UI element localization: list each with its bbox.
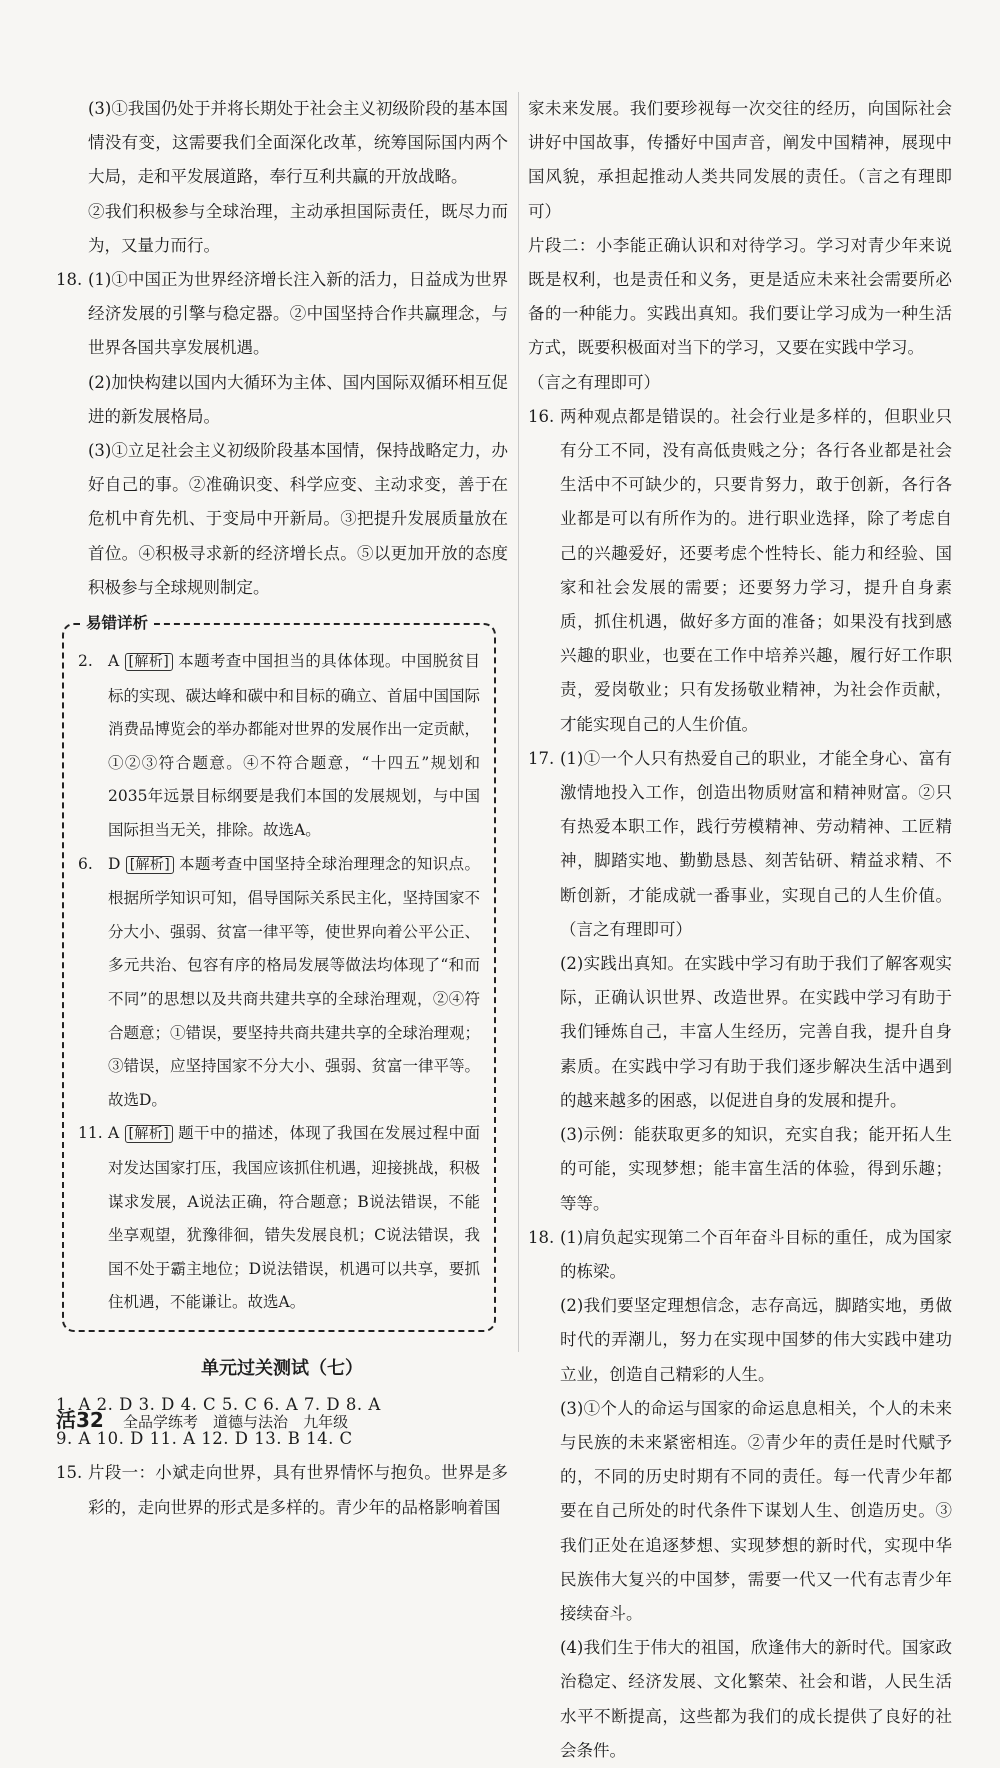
error-item — [78, 848, 480, 1118]
paragraph: (3)①个人的命运与国家的命运息息相关，个人的未来与民族的未来紧密相连。②青少年的责任是时代赋予的，不同的历史时期有不同的责任。每一代青少年都要在自己所处的时代条件下谋划人生、创造历史。③我们正处在追逐梦想、实现梦想的新时代，实现中华民族伟大复兴的中国梦，需要一代又一代有志青少年接续奋斗。 — [560, 1398, 952, 1623]
q16-answer — [528, 400, 952, 742]
q17-part3 — [56, 92, 508, 263]
paragraph — [108, 1117, 480, 1320]
right-column — [528, 92, 952, 1768]
q18-answer-unit7 — [528, 1221, 952, 1768]
paragraph: (3)①我国仍处于并将长期处于社会主义初级阶段的基本国情没有变，这需要我们全面深化改革，统筹国际国内两个大局，走和平发展道路，奉行互利共赢的开放战略。 — [88, 99, 508, 187]
analysis-text: 本题考查中国担当的具体体现。中国脱贫目标的实现、碳达峰和碳中和目标的确立、首届中国国际消费品博览会的举办都能对世界的发展作出一定贡献，①②③符合题意。④不符合题意，“十四五”规划和2035年远景目标纲要是我们本国的发展规划，与中国国际担当无关，排除。故选A。 — [108, 652, 481, 840]
analysis-text: 题干中的描述，体现了我国在发展过程中面对发达国家打压，我国应该抓住机遇，迎接挑战，积极谋求发展，A说法正确，符合题意；B说法错误，不能坐享观望，犹豫徘徊，错失发展良机；C说法错误，我国不处于霸主地位；D说法错误，机遇可以共享，要抓住机遇，不能谦让。故选A。 — [108, 1124, 481, 1312]
paragraph: (2)实践出真知。在实践中学习有助于我们了解客观实际，正确认识世界、改造世界。在实践中学习有助于我们锤炼自己，丰富人生经历，完善自我，提升自身素质。在实践中学习有助于我们逐步解决生活中遇到的越来越多的困惑，以促进自身的发展和提升。 — [560, 954, 952, 1110]
error-item — [78, 645, 480, 848]
paragraph: (1)①一个人只有热爱自己的职业，才能全身心、富有激情地投入工作，创造出物质财富和精神财富。②只有热爱本职工作，践行劳模精神、劳动精神、工匠精神，脚踏实地、勤勤恳恳、刻苦钻研、精益求精、不断创新，才能成就一番事业，实现自己的人生价值。（言之有理即可） — [560, 748, 952, 939]
question-number: 2. — [78, 652, 93, 671]
grade-name: 九年级 — [303, 1413, 349, 1431]
question-number: 17. — [528, 748, 555, 768]
paragraph: 两种观点都是错误的。社会行业是多样的，但职业只有分工不同，没有高低贵贱之分；各行各业都是社会生活中不可缺少的，只要肯努力，敢于创新，各行各业都是可以有所作为的。进行职业选择，除了考虑自己的兴趣爱好，还要考虑个性特长、能力和经验、国家和社会发展的需要；还要努力学习，提升自身素质，抓住机遇，做好多方面的准备；如果没有找到感兴趣的职业，也要在工作中培养兴趣，履行好工作职责，爱岗敬业；只有发扬敬业精神，为社会作贡献，才能实现自己的人生价值。 — [560, 406, 952, 734]
error-item — [78, 1117, 480, 1320]
page-footer — [56, 1404, 358, 1433]
series-name: 全品学练考 — [122, 1413, 198, 1431]
analysis-tag: [解析] — [125, 1125, 173, 1143]
mc-line: 9. A 10. D 11. A 12. D 13. B 14. C — [56, 1429, 353, 1449]
paragraph: (1)①中国正为世界经济增长注入新的活力，日益成为世界经济发展的引擎与稳定器。②中国坚持合作共赢理念，与世界各国共享发展机遇。 — [88, 270, 508, 358]
mc-line: 1. A 2. D 3. D 4. C 5. C 6. A 7. D 8. A — [56, 1394, 381, 1414]
question-number: 6. — [78, 854, 93, 873]
paragraph: (4)我们生于伟大的祖国，欣逢伟大的新时代。国家政治稳定、经济发展、文化繁荣、社会和谐，人民生活水平不断提高，这些都为我们的成长提供了良好的社会条件。 — [560, 1638, 952, 1760]
paragraph: ②我们积极参与全球治理，主动承担国际责任，既尽力而为，又量力而行。 — [88, 201, 508, 255]
question-number: 16. — [528, 406, 555, 426]
paragraph: (2)我们要坚定理想信念，志存高远，脚踏实地，勇做时代的弄潮儿，努力在实现中国梦的伟大实践中建功立业，创造自己精彩的人生。 — [560, 1296, 952, 1384]
paragraph: (1)肩负起实现第二个百年奋斗目标的重任，成为国家的栋梁。 — [560, 1227, 952, 1281]
q15-continued — [528, 92, 952, 400]
analysis-tag: [解析] — [126, 856, 174, 874]
question-number: 15. — [56, 1463, 83, 1483]
question-number: 18. — [56, 270, 83, 290]
paragraph: 片段二：小李能正确认识和对待学习。学习对青少年来说既是权利，也是责任和义务，更是适应未来社会需要所必备的一种能力。实践出真知。我们要让学习成为一种生活方式，既要积极面对当下的学习，又要在实践中学习。 — [528, 235, 952, 358]
paragraph — [108, 645, 480, 848]
q17-answer — [528, 742, 952, 1221]
column-divider — [518, 92, 519, 1352]
paragraph: （言之有理即可） — [528, 372, 660, 392]
question-number: 11. — [78, 1124, 103, 1143]
subject-name: 道德与法治 — [213, 1413, 289, 1431]
paragraph: (3)示例：能获取更多的知识，充实自我；能开拓人生的可能，实现梦想；能丰富生活的体验，得到乐趣；等等。 — [560, 1125, 952, 1213]
left-column — [56, 92, 508, 1525]
question-number: 18. — [528, 1227, 555, 1247]
analysis-text: 本题考查中国坚持全球治理理念的知识点。根据所学知识可知，倡导国际关系民主化，坚持国家不分大小、强弱、贫富一律平等，使世界向着公平公正、多元共治、包容有序的格局发展等做法均体现了“和而不同”的思想以及共商共建共享的全球治理观，②④符合题意；①错误，要坚持共商共建共享的全球治理观；③错误，应坚持国家不分大小、强弱、贫富一律平等。故选D。 — [108, 854, 481, 1109]
paragraph: 家未来发展。我们要珍视每一次交往的经历，向国际社会讲好中国故事，传播好中国声音，阐发中国精神，展现中国风貌，承担起推动人类共同发展的责任。（言之有理即可） — [528, 99, 952, 221]
q15-answer — [56, 1456, 508, 1524]
answer-letter: D — [108, 854, 121, 873]
paragraph: (3)①立足社会主义初级阶段基本国情，保持战略定力，办好自己的事。②准确识变、科学应变、主动求变，善于在危机中育先机、于变局中开新局。③把提升发展质量放在首位。④积极寻求新的经济增长点。⑤以更加开放的态度积极参与全球规则制定。 — [88, 441, 508, 597]
q18-answer — [56, 263, 508, 605]
paragraph — [108, 848, 480, 1118]
page-number: 活32 — [56, 1408, 104, 1432]
error-analysis-title: 易错详析 — [80, 611, 154, 633]
paragraph: (2)加快构建以国内大循环为主体、国内国际双循环相互促进的新发展格局。 — [88, 372, 508, 426]
answer-letter: A — [108, 652, 120, 671]
answer-letter: A — [108, 1124, 120, 1143]
paragraph: 片段一：小斌走向世界，具有世界情怀与抱负。世界是多彩的，走向世界的形式是多样的。青少年的品格影响着国 — [88, 1463, 508, 1517]
section-title: 单元过关测试（七） — [201, 1357, 363, 1379]
error-analysis-box — [62, 614, 496, 1332]
analysis-tag: [解析] — [125, 653, 173, 671]
